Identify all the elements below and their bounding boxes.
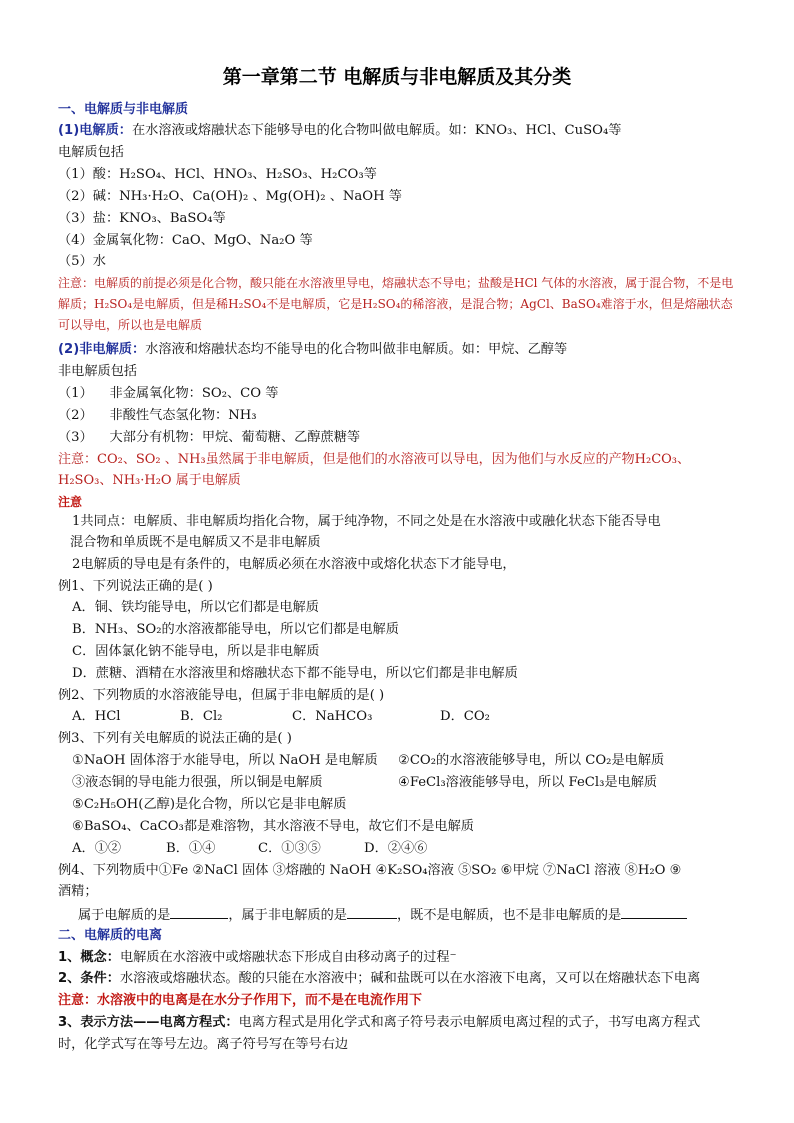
page-title: 第一章第二节 电解质与非电解质及其分类 xyxy=(222,66,572,88)
note-bold: 注意：水溶液中的电离是在水分子作用下，而不是在电流作用下 xyxy=(58,993,423,1008)
list-item: （1）酸：H₂SO₄、HCl、HNO₃、H₂SO₃、H₂CO₃等 xyxy=(58,167,377,182)
example-stem-cont: 酒精； xyxy=(58,884,98,899)
section-heading-2: 二、电解质的电离 xyxy=(58,928,163,943)
statement: ⑤C₂H₅OH(乙醇)是化合物，所以它是非电解质 xyxy=(72,797,347,812)
option: B．NH₃、SO₂的水溶液都能导电，所以它们都是电解质 xyxy=(72,622,399,637)
list-item: （2）碱：NH₃·H₂O、Ca(OH)₂ 、Mg(OH)₂ 、NaOH 等 xyxy=(58,189,402,204)
includes-label: 非电解质包括 xyxy=(58,364,138,379)
definition-nonelectrolyte xyxy=(58,340,748,360)
definition-label: (2)非电解质： xyxy=(58,342,146,357)
answer-blank-electrolyte[interactable] xyxy=(170,904,228,919)
condition-line xyxy=(58,969,748,989)
definition-label: (1)电解质： xyxy=(58,123,132,138)
condition-text: 水溶液或熔融状态。酸的只能在水溶液中；碱和盐既可以在水溶液下电离，又可以在熔融状态下电离 xyxy=(119,971,701,986)
method-text: 电离方程式是用化学式和离子符号表示电解质电离过程的式子，书写电离方程式 xyxy=(238,1015,701,1030)
list-item: （3）盐：KNO₃、BaSO₄等 xyxy=(58,211,226,226)
question-text: ，既不是电解质，也不是非电解质的是 xyxy=(397,908,622,923)
option: A．HCl xyxy=(72,709,121,724)
concept-text: 电解质在水溶液中或熔融状态下形成自由移动离子的过程⁻ xyxy=(119,950,457,965)
question-text: ，属于非电解质的是 xyxy=(228,908,347,923)
option: A．铜、铁均能导电，所以它们都是电解质 xyxy=(72,600,319,615)
note-paragraph: 注意：电解质的前提必须是化合物，酸只能在水溶液里导电，熔融状态不导电；盐酸是HCl 气体的水溶液，属于混合物，不是电解质；H₂SO₄是电解质，但是稀H₂SO₄不是电解质，它是H₂SO₄的稀溶液，是混合物；AgCl、BaSO₄难溶于水，但是熔融状态可以导电，所以也是电解质 xyxy=(58,276,734,332)
list-item: （4）金属氧化物：CaO、MgO、Na₂O 等 xyxy=(58,233,313,248)
example-stem: 例2、下列物质的水溶液能导电，但属于非电解质的是( ) xyxy=(58,688,385,703)
statement: ②CO₂的水溶液能够导电，所以 CO₂是电解质 xyxy=(398,753,665,768)
method-label: 3、表示方法——电离方程式： xyxy=(58,1015,239,1030)
note-label: 注意 xyxy=(58,495,83,509)
option: B．①④ xyxy=(166,841,216,856)
option: C．NaHCO₃ xyxy=(292,709,373,724)
option: B．Cl₂ xyxy=(180,709,223,724)
list-item: （2） 非酸性气态氢化物：NH₃ xyxy=(58,408,257,423)
option: D．蔗糖、酒精在水溶液里和熔融状态下都不能导电，所以它们都是非电解质 xyxy=(72,666,518,681)
example-stem: 例1、下列说法正确的是( ) xyxy=(58,579,213,594)
statement: ⑥BaSO₄、CaCO₃都是难溶物，其水溶液不导电，故它们不是电解质 xyxy=(72,819,474,834)
method-line-cont: 时，化学式写在等号左边。离子符号写在等号右边 xyxy=(58,1037,349,1052)
statement: ③液态铜的导电能力很强，所以铜是电解质 xyxy=(72,775,323,790)
statement: ④FeCl₃溶液能够导电，所以 FeCl₃是电解质 xyxy=(398,775,658,790)
statement: ①NaOH 固体溶于水能导电，所以 NaOH 是电解质 xyxy=(72,753,378,768)
definition-text: 在水溶液或熔融状态下能够导电的化合物叫做电解质。如：KNO₃、HCl、CuSO₄等 xyxy=(131,123,622,138)
example-stem: 例4、下列物质中①Fe ②NaCl 固体 ③熔融的 NaOH ④K₂SO₄溶液 ⑤SO₂ ⑥甲烷 ⑦NaCl 溶液 ⑧H₂O ⑨ xyxy=(58,863,682,878)
note-line: 混合物和单质既不是电解质又不是非电解质 xyxy=(70,535,321,550)
question-text: 属于电解质的是 xyxy=(78,908,171,923)
note-paragraph: 注意：CO₂、SO₂ 、NH₃虽然属于非电解质，但是他们的水溶液可以导电，因为他们与水反应的产物H₂CO₃、H₂SO₃、NH₃·H₂O 属于电解质 xyxy=(58,452,691,488)
condition-label: 2、条件： xyxy=(58,971,120,986)
section-heading-1: 一、电解质与非电解质 xyxy=(58,102,189,117)
definition-text: 水溶液和熔融状态均不能导电的化合物叫做非电解质。如：甲烷、乙醇等 xyxy=(145,342,568,357)
option: A．①② xyxy=(72,841,122,856)
list-item: （3） 大部分有机物：甲烷、葡萄糖、乙醇蔗糖等 xyxy=(58,430,361,445)
note-line: 1共同点：电解质、非电解质均指化合物，属于纯净物，不同之处是在水溶液中或融化状态下能否导电 xyxy=(72,514,661,529)
list-item: （1） 非金属氧化物：SO₂、CO 等 xyxy=(58,386,279,401)
concept-label: 1、概念： xyxy=(58,950,120,965)
concept-line xyxy=(58,948,748,968)
answer-blank-nonelectrolyte[interactable] xyxy=(347,904,397,919)
definition-electrolyte xyxy=(58,121,748,141)
example-stem: 例3、下列有关电解质的说法正确的是( ) xyxy=(58,731,292,746)
answer-blank-neither[interactable] xyxy=(621,904,687,919)
includes-label: 电解质包括 xyxy=(58,145,124,160)
note-line: 2电解质的导电是有条件的，电解质必须在水溶液中或熔化状态下才能导电， xyxy=(72,557,516,572)
option: C．固体氯化钠不能导电，所以是非电解质 xyxy=(72,644,320,659)
option: D．②④⑥ xyxy=(364,841,428,856)
option: D．CO₂ xyxy=(440,709,490,724)
fill-in-question xyxy=(78,904,768,926)
method-line xyxy=(58,1013,748,1033)
list-item: （5）水 xyxy=(58,254,106,269)
option: C．①③⑤ xyxy=(258,841,321,856)
